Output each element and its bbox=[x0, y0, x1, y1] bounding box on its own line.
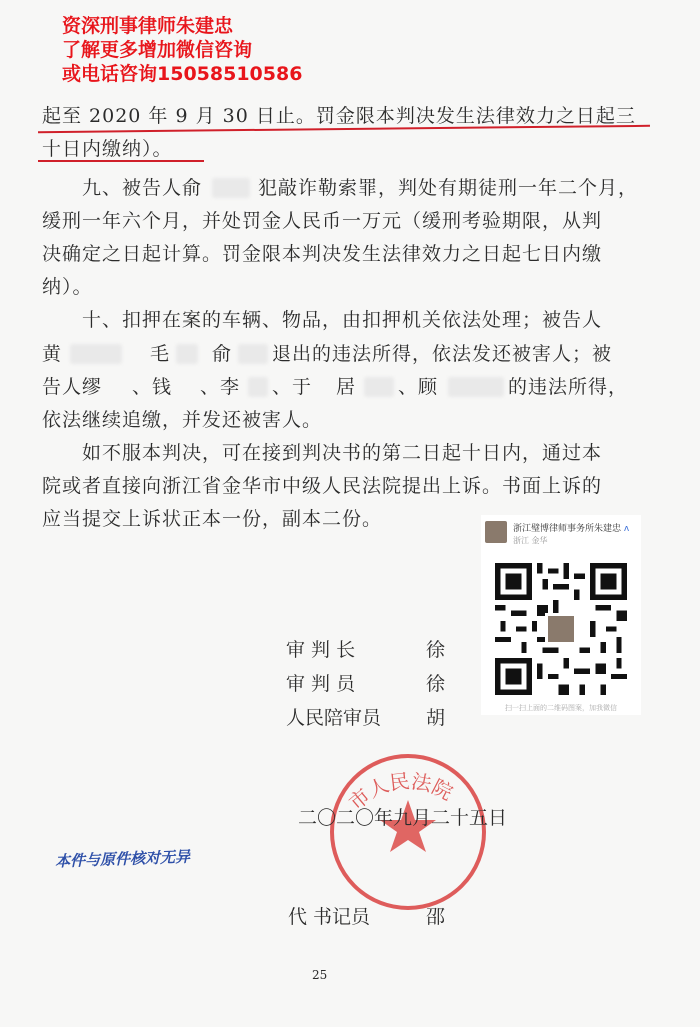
item-9-line-2: 缓刑一年六个月，并处罚金人民币一万元（缓刑考验期限，从判 bbox=[42, 210, 603, 232]
appeal-line-2: 院或者直接向浙江省金华市中级人民法院提出上诉。书面上诉的 bbox=[42, 475, 603, 497]
item-10-line-3e: 居 bbox=[336, 376, 357, 398]
red-underline-2 bbox=[38, 160, 204, 162]
judge-name: 徐 bbox=[426, 673, 446, 695]
item-10-line-1: 十、扣押在案的车辆、物品，由扣押机关依法处理；被告人 bbox=[82, 309, 603, 331]
item-10-line-2a: 黄 bbox=[42, 343, 63, 365]
item-10-line-3c: 、李 bbox=[200, 376, 241, 398]
text-line-2: 十日内缴纳）。 bbox=[42, 138, 173, 160]
judgment-date: 二〇二〇年九月二十五日 bbox=[298, 807, 508, 829]
appeal-line-1: 如不服本判决，可在接到判决书的第二日起十日内，通过本 bbox=[82, 442, 603, 464]
item-9-line-1a: 九、被告人俞 bbox=[82, 177, 203, 199]
item-10-line-4: 依法继续追缴，并发还被害人。 bbox=[42, 409, 323, 431]
item-9-line-3: 决确定之日起计算。罚金限本判决发生法律效力之日起七日内缴 bbox=[42, 243, 603, 265]
ad-line-1: 资深刑事律师朱建忠 bbox=[62, 15, 234, 37]
clerk-title: 代 书记员 bbox=[288, 906, 371, 928]
item-10-line-3g: 的违法所得， bbox=[508, 376, 629, 398]
item-9-line-4: 纳）。 bbox=[42, 276, 93, 298]
lawyer-ad-overlay bbox=[62, 14, 302, 86]
redacted-name bbox=[364, 377, 394, 397]
qr-profile-location: 浙江 金华 bbox=[513, 536, 548, 545]
avatar bbox=[485, 521, 507, 543]
clerk-name: 邵 bbox=[426, 906, 446, 928]
appeal-line-3: 应当提交上诉状正本一份，副本二份。 bbox=[42, 508, 383, 530]
seal-text: 市人民法院 bbox=[344, 768, 457, 815]
copy-verified-stamp: 本件与原件核对无异 bbox=[54, 847, 191, 871]
redacted-name bbox=[212, 178, 250, 198]
chief-judge-name: 徐 bbox=[426, 639, 446, 661]
redacted-name bbox=[248, 377, 268, 397]
assessor-title: 人民陪审员 bbox=[286, 707, 382, 729]
redacted-name bbox=[176, 344, 198, 364]
chief-judge-title: 审 判 长 bbox=[286, 639, 356, 661]
qr-caption: 扫一扫上面的二维码图案，加我微信 bbox=[505, 704, 617, 712]
qr-code-icon bbox=[495, 563, 627, 695]
redacted-name bbox=[448, 377, 504, 397]
text-line-1: 起至 2020 年 9 月 30 日止。罚金限本判决发生法律效力之日起三 bbox=[42, 105, 636, 127]
page-number: 25 bbox=[312, 968, 328, 982]
judge-title: 审 判 员 bbox=[286, 673, 356, 695]
item-10-line-2c: 俞 bbox=[212, 343, 233, 365]
ad-line-2: 了解更多增加微信咨询 bbox=[62, 39, 253, 61]
profile-badge-icon: ʌ bbox=[623, 524, 630, 534]
redacted-name bbox=[238, 344, 268, 364]
qr-profile-name: 浙江璧博律师事务所朱建忠 ʌ bbox=[513, 524, 630, 534]
item-10-line-3d: 、于 bbox=[272, 376, 313, 398]
item-10-line-3f: 、顾 bbox=[398, 376, 439, 398]
item-10-line-2b: 毛 bbox=[150, 343, 171, 365]
item-10-line-2d: 退出的违法所得，依法发还被害人；被 bbox=[272, 343, 613, 365]
item-9-line-1b: 犯敲诈勒索罪，判处有期徒刑一年二个月， bbox=[258, 177, 639, 199]
item-10-line-3a: 告人缪 bbox=[42, 376, 103, 398]
item-10-line-3b: 、钱 bbox=[132, 376, 173, 398]
assessor-name: 胡 bbox=[426, 707, 446, 729]
ad-line-3: 或电话咨询15058510586 bbox=[62, 63, 303, 85]
redacted-name bbox=[70, 344, 122, 364]
wechat-qr-card bbox=[481, 515, 641, 715]
